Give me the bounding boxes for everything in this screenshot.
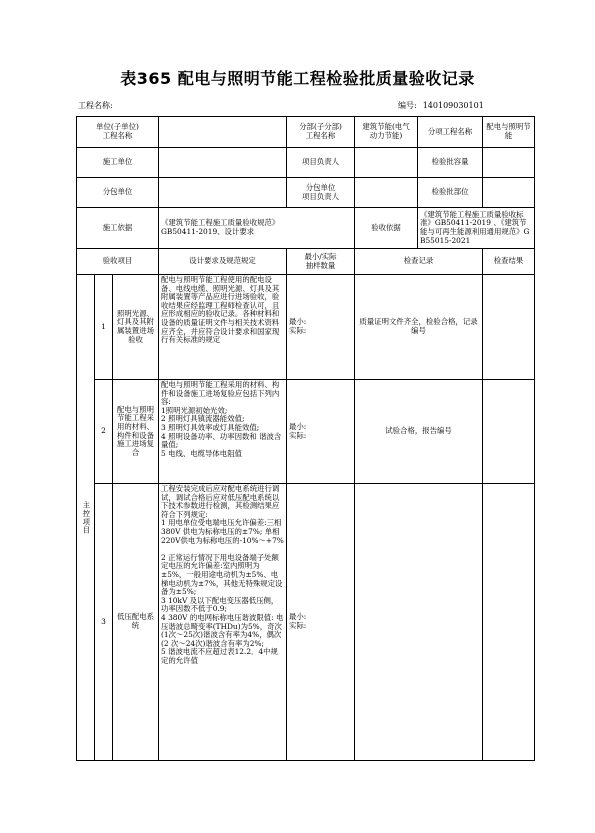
- main-control-label: 主控项目: [77, 275, 95, 761]
- page-title: 表365 配电与照明节能工程检验批质量验收记录: [120, 69, 475, 88]
- row-1-record: 质量证明文件齐全，检验合格，记录编号: [355, 275, 483, 380]
- batch-location-label: 检验批部位: [418, 178, 483, 208]
- subcontract-unit-value: [159, 178, 287, 208]
- col-record-header: 检查记录: [355, 249, 483, 275]
- row-1-no: 1: [95, 275, 113, 380]
- item-name-value: 配电与照明节能: [483, 117, 535, 148]
- row-1-result: [483, 275, 535, 380]
- col-req-header: 设计要求及规范规定: [159, 249, 287, 275]
- acceptance-basis-label: 验收依据: [355, 208, 418, 249]
- project-manager-value: [355, 148, 418, 178]
- subdivision-value: 建筑节能(电气 动力节能): [355, 117, 418, 148]
- row-1-name: 照明光源、灯具及其附属装置进场验收: [113, 275, 159, 380]
- item-name-label: 分项工程名称: [418, 117, 483, 148]
- row-3-result: [483, 484, 535, 761]
- batch-capacity-value: [483, 148, 535, 178]
- row-1-requirement: 配电与照明节能工程使用的配电设备、电线电缆、照明光源、灯具及其附属装置等产品应进行进场验收，验收结果应经监理工程师检查认可，且应形成相应的验收记录。各种材料和设备的质量证明文件与相关技术资料应齐全，并应符合设计要求和国家现行有关标准的规定: [159, 275, 287, 380]
- row-1-sample: 最小: 实际:: [287, 275, 355, 380]
- row-3-sample: 最小: 实际:: [287, 484, 355, 761]
- batch-capacity-label: 检验批容量: [418, 148, 483, 178]
- construction-unit-label: 施工单位: [77, 148, 159, 178]
- sub-project-manager-label: 分包单位 项目负责人: [287, 178, 355, 208]
- row-3-no: 3: [95, 484, 113, 761]
- construction-unit-value: [159, 148, 287, 178]
- sub-project-manager-value: [355, 178, 418, 208]
- number-label: 编号:: [398, 101, 417, 110]
- row-2-no: 2: [95, 380, 113, 484]
- col-item-header: 验收项目: [77, 249, 159, 275]
- row-3-requirement: 工程安装完成后应对配电系统进行调试，调试合格后应对低压配电系统以下技术参数进行检测，其检测结果应符合下列规定: 1 用电单位受电端电压允许偏差:三相380V 供电为标称电压的±7%; 单相 220V供电为标称电压的-10%～+7% 2 正常运行情况下用电设备端子处额定电压的允许偏差:室内照明为±5%，一般用途电动机为±5%、电梯电动机为±7%，其他无特殊规定设备为±5%; 3 10kV 及以下配电变压器低压侧，功率因数不低于0.9; 4 380V 的电网标称电压谐波限值: 电压谐波总畸变率(THDu)为5%，奇次(1次～25次)谐波含有率为4%，偶次(2 次～24次)谐波含有率为2%; 5 谐波电流不应超过表12.2．4中规定的允许值: [159, 484, 287, 761]
- row-2-requirement: 配电与照明节能工程采用的材料、构件和设备施工进场复验应包括下列内容: 1照明光源初始光效; 2 照明灯具镇流器能效值; 3 照明灯具效率或灯具能效值; 4 照明设备功率、功率因数和 谐波含量值; 5 电线、电缆导体电阻值: [159, 380, 287, 484]
- acceptance-table: [76, 116, 535, 761]
- row-2-record: 试验合格，报告编号: [355, 380, 483, 484]
- construction-basis-value: 《建筑节能工程施工质量验收规范》 GB50411-2019、设计要求: [159, 208, 355, 249]
- row-2-name: 配电与照明节能工程采用的材料、构件和设备施工进场复合: [113, 380, 159, 484]
- unit-name-value: [159, 117, 287, 148]
- number-value: 140109030101: [422, 101, 484, 110]
- unit-name-label: 单位(子单位) 工程名称: [77, 117, 159, 148]
- col-sample-header: 最小/实际 抽样数量: [287, 249, 355, 275]
- batch-location-value: [483, 178, 535, 208]
- project-name-label: 工程名称:: [78, 101, 113, 110]
- row-2-result: [483, 380, 535, 484]
- col-result-header: 检查结果: [483, 249, 535, 275]
- subdivision-label: 分部(子分部) 工程名称: [287, 117, 355, 148]
- record-number: [398, 100, 484, 111]
- row-3-record: [355, 484, 483, 761]
- project-manager-label: 项目负责人: [287, 148, 355, 178]
- row-3-name: 低压配电系统: [113, 484, 159, 761]
- subcontract-unit-label: 分包单位: [77, 178, 159, 208]
- acceptance-basis-value: 《建筑节能工程施工质量验收标准》GB50411-2019 、《建筑节能与可再生能源利用通用规范》GB55015-2021: [418, 208, 535, 249]
- construction-basis-label: 施工依据: [77, 208, 159, 249]
- row-2-sample: 最小: 实际:: [287, 380, 355, 484]
